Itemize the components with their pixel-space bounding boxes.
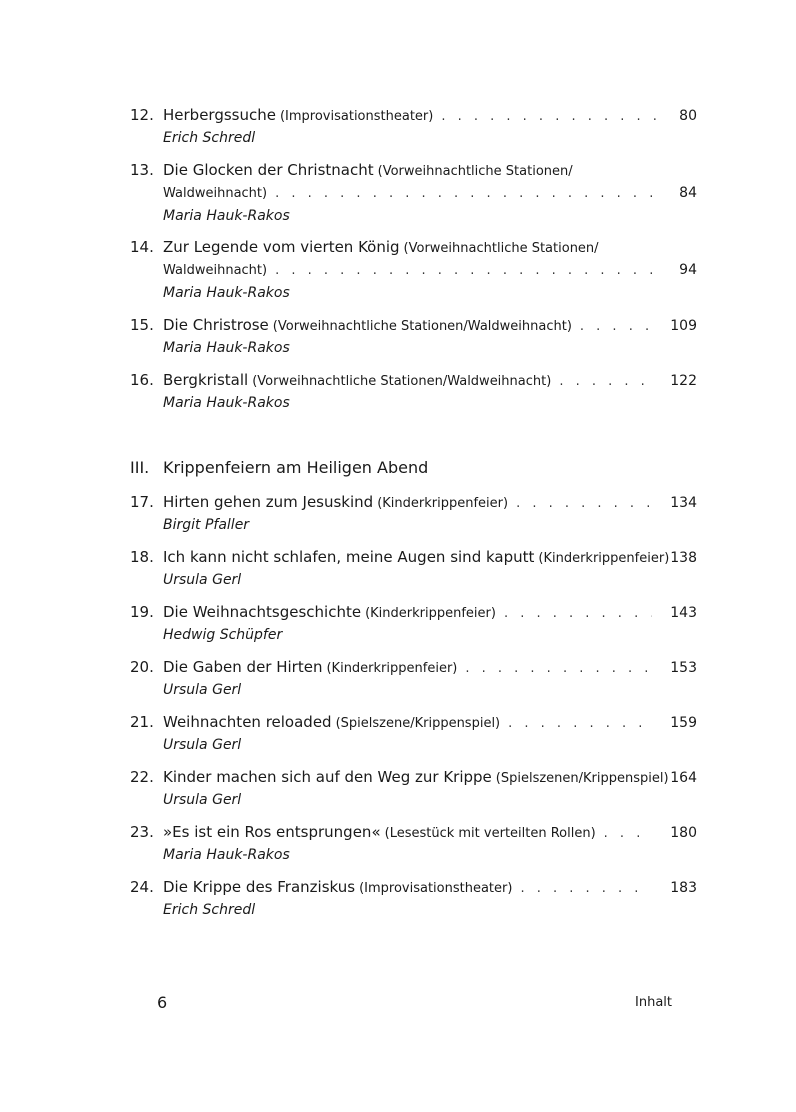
dot-leader xyxy=(465,657,652,680)
entry-number: 16. xyxy=(130,371,154,389)
entry-title: Weihnachten reloaded xyxy=(163,713,332,731)
entry-author: Maria Hauk-Rakos xyxy=(163,285,290,301)
entry-page-number: 153 xyxy=(670,660,697,676)
toc-entry[interactable] xyxy=(130,491,697,536)
toc-entry-line xyxy=(130,821,697,844)
entry-author: Birgit Pfaller xyxy=(163,517,250,533)
entry-author: Erich Schredl xyxy=(163,902,256,918)
entry-title: Die Glocken der Christnacht xyxy=(163,161,374,179)
dot-leader xyxy=(441,105,657,128)
entry-genre: (Spielszenen/Krippenspiel) xyxy=(495,771,669,786)
entry-genre: (Kinderkrippenfeier) xyxy=(365,606,496,621)
entry-number: 24. xyxy=(130,878,154,896)
entry-title: Die Gaben der Hirten xyxy=(163,658,323,676)
entry-page-number: 94 xyxy=(679,262,697,278)
toc-entry[interactable] xyxy=(130,766,697,811)
entry-page-number: 134 xyxy=(670,495,697,511)
dot-leader xyxy=(520,877,652,900)
toc-entry-line xyxy=(130,876,697,899)
entry-title: Die Weihnachtsgeschichte xyxy=(163,603,362,621)
toc-entry-line xyxy=(130,491,697,514)
entry-number: 15. xyxy=(130,316,154,334)
entry-title: Kinder machen sich auf den Weg zur Krippe xyxy=(163,768,492,786)
entry-title: Ich kann nicht schlafen, meine Augen sind kaputt xyxy=(163,548,535,566)
entry-number: 17. xyxy=(130,493,154,511)
dot-leader xyxy=(275,182,657,205)
entry-page-number: 122 xyxy=(670,373,697,389)
entry-author: Ursula Gerl xyxy=(163,572,242,588)
entry-genre: (Improvisationstheater) xyxy=(279,109,434,124)
entry-number: 18. xyxy=(130,548,154,566)
page-number: 6 xyxy=(157,993,168,1012)
entry-genre: Waldweihnacht) xyxy=(163,263,268,278)
entry-author: Maria Hauk-Rakos xyxy=(163,847,290,863)
toc-entry-line xyxy=(130,546,697,569)
entry-page-number: 138 xyxy=(670,550,697,566)
entry-title: Bergkristall xyxy=(163,371,249,389)
toc-entry[interactable] xyxy=(130,711,697,756)
entry-genre: (Kinderkrippenfeier) xyxy=(326,661,458,676)
section-title: Krippenfeiern am Heiligen Abend xyxy=(163,458,429,477)
entry-number: 22. xyxy=(130,768,154,786)
dot-leader xyxy=(604,822,653,845)
entry-page-number: 143 xyxy=(670,605,697,621)
section-number: III. xyxy=(130,458,150,477)
toc-entry-line xyxy=(130,182,697,205)
entry-number: 12. xyxy=(130,106,154,124)
entry-genre: (Kinderkrippenfeier) xyxy=(377,496,509,511)
entry-page-number: 159 xyxy=(670,715,697,731)
entry-page-number: 80 xyxy=(679,108,697,124)
dot-leader xyxy=(580,315,652,338)
entry-title: Die Krippe des Franziskus xyxy=(163,878,356,896)
toc-entry-line xyxy=(130,766,697,789)
entry-genre: (Vorweihnachtliche Stationen/ xyxy=(403,241,599,256)
toc-entry-line xyxy=(130,104,697,127)
toc-entry[interactable] xyxy=(130,876,697,921)
entry-title: »Es ist ein Ros entsprungen« xyxy=(163,823,381,841)
entry-page-number: 164 xyxy=(670,770,697,786)
entry-page-number: 183 xyxy=(670,880,697,896)
toc-entry-line xyxy=(130,711,697,734)
dot-leader xyxy=(516,492,652,515)
entry-page-number: 84 xyxy=(679,185,697,201)
toc-entry[interactable] xyxy=(130,236,697,304)
entry-number: 14. xyxy=(130,238,154,256)
entry-genre: Waldweihnacht) xyxy=(163,186,268,201)
toc-entry-line xyxy=(130,656,697,679)
entry-author: Maria Hauk-Rakos xyxy=(163,340,290,356)
toc-entry-line xyxy=(130,369,697,392)
dot-leader xyxy=(559,370,652,393)
dot-leader xyxy=(504,602,652,625)
entry-genre: (Vorweihnachtliche Stationen/ xyxy=(377,164,573,179)
running-footer-label: Inhalt xyxy=(635,995,672,1010)
toc-entry-line xyxy=(130,159,697,182)
toc-entry-line xyxy=(130,236,697,259)
toc-entry[interactable] xyxy=(130,546,697,591)
entry-page-number: 109 xyxy=(670,318,697,334)
toc-entry[interactable] xyxy=(130,104,697,149)
entry-title: Zur Legende vom vierten König xyxy=(163,238,400,256)
toc-entry[interactable] xyxy=(130,159,697,227)
entry-genre: (Kinderkrippenfeier) xyxy=(538,551,670,566)
entry-page-number: 180 xyxy=(670,825,697,841)
entry-number: 19. xyxy=(130,603,154,621)
toc-entry-line xyxy=(130,601,697,624)
entry-title: Hirten gehen zum Jesuskind xyxy=(163,493,374,511)
toc-entry[interactable] xyxy=(130,656,697,701)
entry-genre: (Vorweihnachtliche Stationen/Waldweihnacht) xyxy=(252,374,552,389)
entry-author: Maria Hauk-Rakos xyxy=(163,395,290,411)
entry-number: 20. xyxy=(130,658,154,676)
entry-genre: (Improvisationstheater) xyxy=(359,881,513,896)
entry-genre: (Spielszene/Krippenspiel) xyxy=(335,716,501,731)
toc-entry[interactable] xyxy=(130,601,697,646)
toc-entry[interactable] xyxy=(130,821,697,866)
dot-leader xyxy=(275,259,657,282)
entry-author: Erich Schredl xyxy=(163,130,256,146)
entry-author: Maria Hauk-Rakos xyxy=(163,208,290,224)
entry-genre: (Vorweihnachtliche Stationen/Waldweihnacht) xyxy=(272,319,572,334)
dot-leader xyxy=(508,712,652,735)
toc-entry-line xyxy=(130,314,697,337)
entry-author: Ursula Gerl xyxy=(163,737,242,753)
entry-title: Die Christrose xyxy=(163,316,269,334)
toc-entry[interactable] xyxy=(130,369,697,414)
entry-number: 23. xyxy=(130,823,154,841)
toc-entry-line xyxy=(130,259,697,282)
entry-genre: (Lesestück mit verteilten Rollen) xyxy=(384,826,596,841)
entry-number: 21. xyxy=(130,713,154,731)
toc-entry[interactable] xyxy=(130,314,697,359)
section-heading xyxy=(130,456,428,480)
entry-author: Ursula Gerl xyxy=(163,682,242,698)
entry-author: Hedwig Schüpfer xyxy=(163,627,283,643)
entry-author: Ursula Gerl xyxy=(163,792,242,808)
entry-title: Herbergssuche xyxy=(163,106,276,124)
entry-number: 13. xyxy=(130,161,154,179)
